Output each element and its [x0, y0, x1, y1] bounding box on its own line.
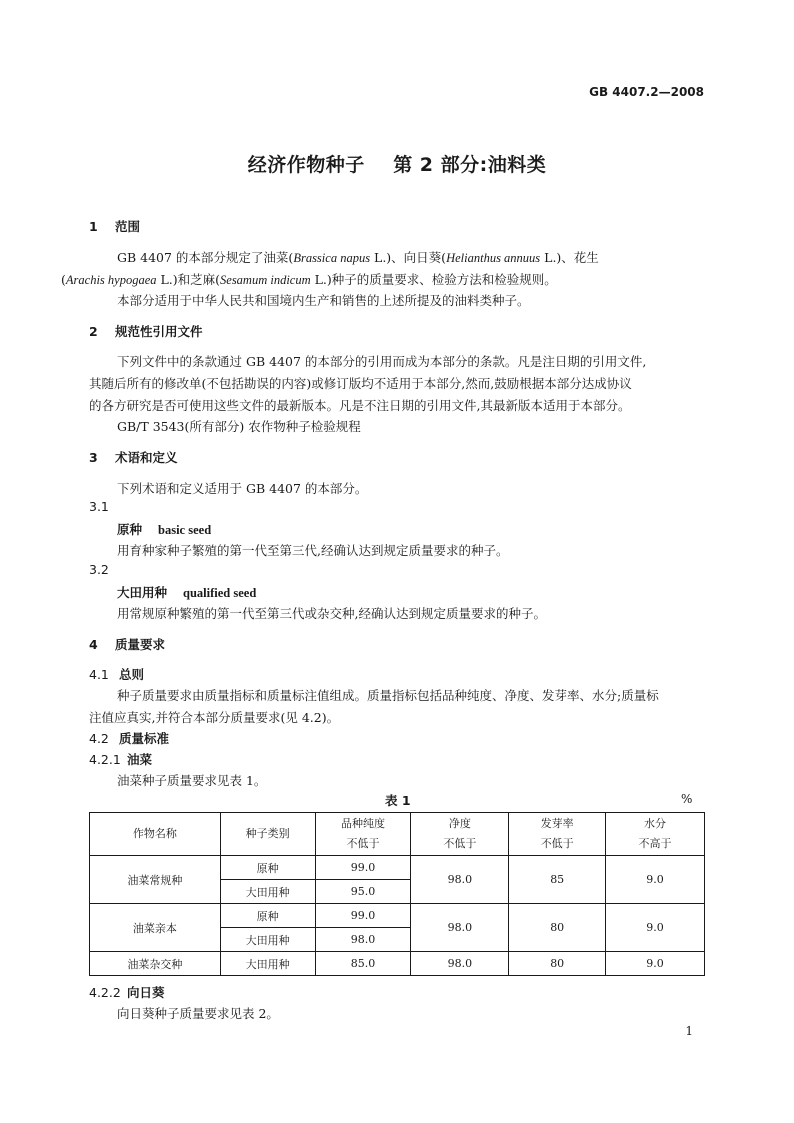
cell-purity: 85.0 [315, 952, 411, 976]
header-line: 不低于 [540, 837, 574, 850]
section-number: 1 [89, 219, 98, 234]
section-title: 范围 [115, 219, 141, 234]
section-2-paragraph-line-3: 的各方研究是否可使用这些文件的最新版本。凡是不注日期的引用文件,其最新版本适用于本部分。 [89, 398, 631, 413]
term-3-1 [117, 520, 211, 538]
section-number: 4 [89, 637, 98, 652]
header-germination [509, 813, 606, 856]
subsection-4-2-heading [89, 729, 169, 747]
document-title: 经济作物种子 第 2 部分:油料类 [247, 154, 547, 176]
section-title: 油菜 [127, 752, 153, 767]
cell-purity: 95.0 [315, 880, 411, 904]
cell-germination: 80 [509, 952, 606, 976]
section-3-intro: 下列术语和定义适用于 GB 4407 的本部分。 [117, 481, 368, 496]
section-title: 向日葵 [127, 985, 165, 1000]
cell-germination: 80 [509, 904, 606, 952]
section-1-heading [89, 217, 140, 235]
section-number: 4.1 [89, 667, 109, 682]
cell-purity: 99.0 [315, 856, 411, 880]
cell-cleanliness: 98.0 [411, 904, 509, 952]
table-1-unit: % [681, 792, 693, 806]
subsection-4-1-line-2: 注值应真实,并符合本部分质量要求(见 4.2)。 [89, 710, 340, 725]
table-1-caption: 表 1 [385, 793, 411, 808]
table-row [90, 856, 705, 880]
section-2-heading [89, 322, 203, 340]
header-seed-class: 种子类别 [220, 813, 315, 856]
subsection-4-1-heading [89, 665, 144, 683]
page-number: 1 [685, 1024, 693, 1038]
subsection-4-2-2-text: 向日葵种子质量要求见表 2。 [117, 1006, 279, 1021]
cell-purity: 98.0 [315, 928, 411, 952]
cell-cleanliness: 98.0 [411, 856, 509, 904]
cell-cleanliness: 98.0 [411, 952, 509, 976]
cell-seed-class: 原种 [220, 904, 315, 928]
header-line: 品种纯度 [341, 817, 385, 830]
cell-crop: 油菜杂交种 [90, 952, 221, 976]
cell-moisture: 9.0 [606, 856, 705, 904]
term-3-2-definition: 用常规原种繁殖的第一代至第三代或杂交种,经确认达到规定质量要求的种子。 [117, 606, 546, 621]
cell-seed-class: 大田用种 [220, 952, 315, 976]
text-run: ( [61, 272, 66, 287]
species-name: Arachis hypogaea [65, 273, 157, 287]
subsection-4-2-1-heading [89, 750, 152, 768]
header-cleanliness [411, 813, 509, 856]
header-purity [315, 813, 411, 856]
term-3-2-number: 3.2 [89, 562, 109, 577]
section-2-paragraph-line-2: 其随后所有的修改单(不包括勘误的内容)或修订版均不适用于本部分,然而,鼓励根据本部分达成协议 [89, 376, 632, 391]
text-run: L.)种子的质量要求、检验方法和检验规则。 [310, 272, 557, 287]
term-english: qualified seed [183, 586, 257, 600]
section-1-paragraph-2: 本部分适用于中华人民共和国境内生产和销售的上述所提及的油料类种子。 [117, 293, 530, 308]
header-crop: 作物名称 [90, 813, 221, 856]
section-4-heading [89, 635, 165, 653]
table-header-row [90, 813, 705, 856]
section-number: 4.2.1 [89, 752, 121, 767]
section-title: 质量标准 [119, 731, 170, 746]
text-run: L.)和芝麻( [156, 272, 221, 287]
species-name: Sesamum indicum [220, 273, 311, 287]
term-3-1-definition: 用育种家种子繁殖的第一代至第三代,经确认达到规定质量要求的种子。 [117, 543, 509, 558]
term-english: basic seed [158, 523, 212, 537]
term-3-1-number: 3.1 [89, 499, 109, 514]
header-line: 不低于 [443, 837, 477, 850]
header-moisture [606, 813, 705, 856]
header-line: 净度 [448, 817, 471, 830]
subsection-4-2-1-text: 油菜种子质量要求见表 1。 [117, 773, 267, 788]
seed-quality-table [89, 812, 705, 976]
cell-seed-class: 原种 [220, 856, 315, 880]
section-title: 规范性引用文件 [115, 324, 203, 339]
species-name: Brassica napus [293, 251, 371, 265]
text-run: L.)、向日葵( [370, 250, 447, 265]
normative-reference: GB/T 3543(所有部分) 农作物种子检验规程 [117, 419, 361, 434]
header-line: 发芽率 [540, 817, 574, 830]
section-number: 3 [89, 450, 98, 465]
section-2-paragraph-line-1: 下列文件中的条款通过 GB 4407 的本部分的引用而成为本部分的条款。凡是注日期的引用文件, [117, 354, 647, 369]
section-number: 4.2.2 [89, 985, 121, 1000]
cell-seed-class: 大田用种 [220, 880, 315, 904]
section-title: 总则 [119, 667, 145, 682]
subsection-4-1-line-1: 种子质量要求由质量指标和质量标注值组成。质量指标包括品种纯度、净度、发芽率、水分;质量标 [117, 688, 659, 703]
term-chinese: 原种 [117, 522, 143, 537]
section-title: 质量要求 [115, 637, 166, 652]
standard-code: GB 4407.2—2008 [589, 85, 704, 99]
cell-seed-class: 大田用种 [220, 928, 315, 952]
cell-germination: 85 [509, 856, 606, 904]
section-3-heading [89, 448, 178, 466]
cell-purity: 99.0 [315, 904, 411, 928]
species-name: Helianthus annuus [446, 251, 541, 265]
table-row [90, 952, 705, 976]
term-chinese: 大田用种 [117, 585, 168, 600]
cell-crop: 油菜常规种 [90, 856, 221, 904]
cell-moisture: 9.0 [606, 952, 705, 976]
subsection-4-2-2-heading [89, 983, 165, 1001]
section-title: 术语和定义 [115, 450, 178, 465]
section-1-paragraph-1 [61, 247, 707, 291]
section-number: 2 [89, 324, 98, 339]
header-line: 不高于 [638, 837, 672, 850]
text-run: GB 4407 的本部分规定了油菜( [117, 250, 294, 265]
cell-crop: 油菜亲本 [90, 904, 221, 952]
text-run: L.)、花生 [540, 250, 599, 265]
header-line: 不低于 [346, 837, 380, 850]
header-line: 水分 [644, 817, 667, 830]
term-3-2 [117, 583, 256, 601]
cell-moisture: 9.0 [606, 904, 705, 952]
table-row [90, 904, 705, 928]
section-number: 4.2 [89, 731, 109, 746]
